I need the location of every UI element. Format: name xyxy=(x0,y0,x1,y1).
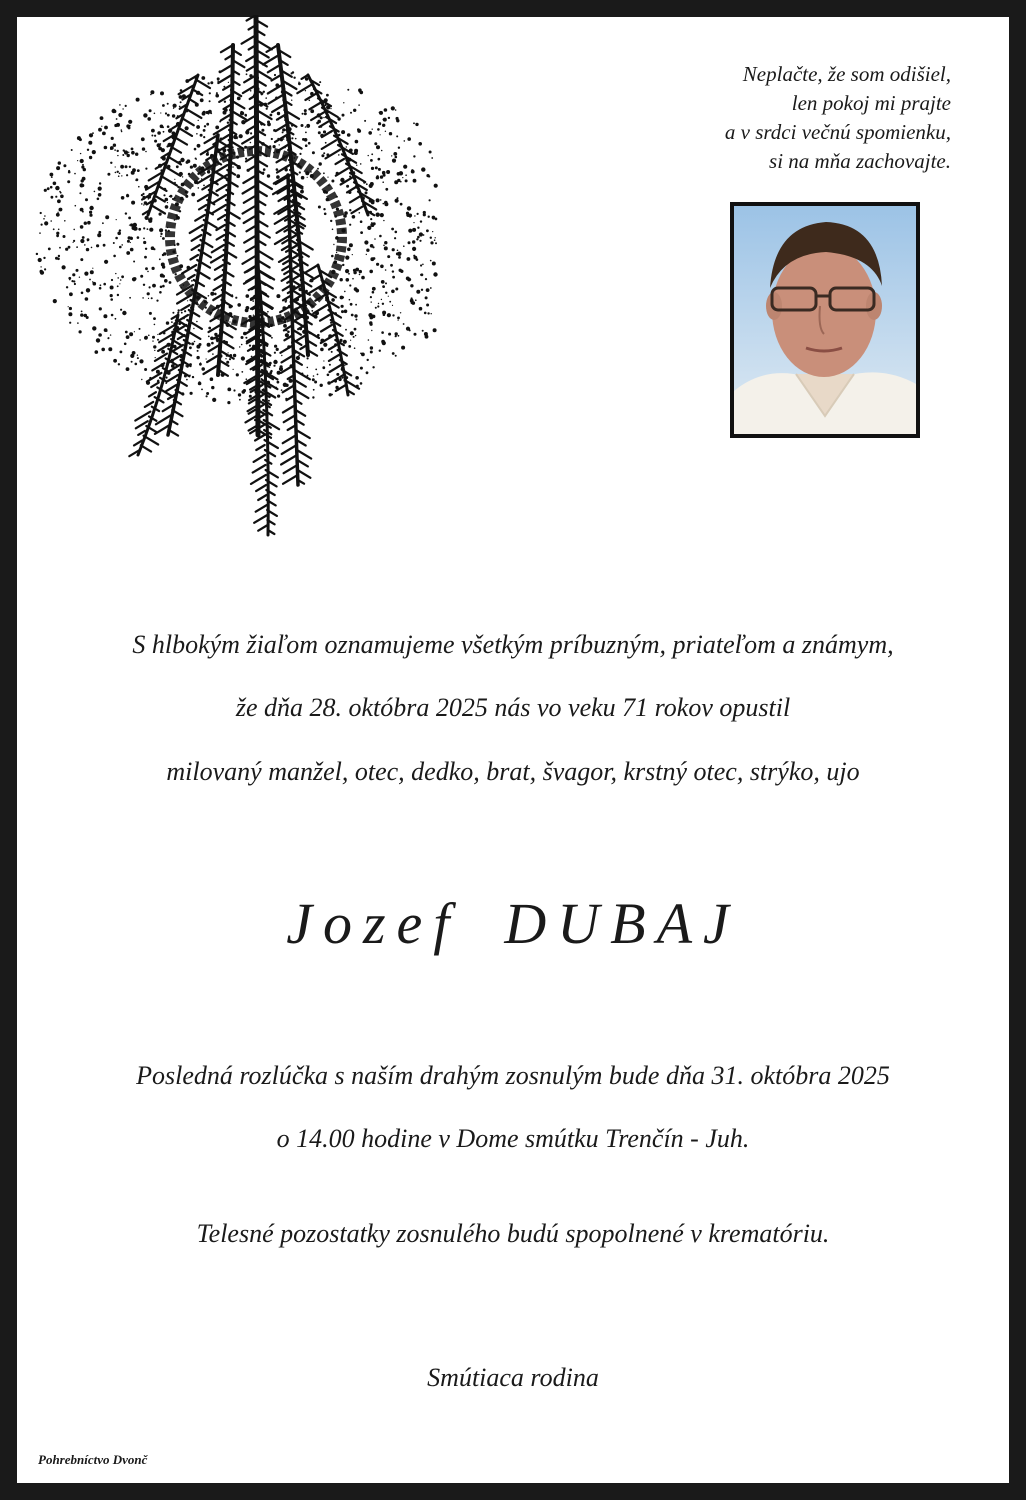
signature: Smútiaca rodina xyxy=(427,1363,599,1392)
portrait-photo xyxy=(730,202,920,438)
funeral-line: Posledná rozlúčka s naším drahým zosnulým bude dňa 31. októbra 2025 xyxy=(136,1061,890,1090)
announcement-line: že dňa 28. októbra 2025 nás vo veku 71 rokov opustil xyxy=(235,693,791,722)
funeral-line: o 14.00 hodine v Dome smútku Trenčín - Juh. xyxy=(276,1124,750,1153)
last-name: DUBAJ xyxy=(504,891,740,956)
deceased-name xyxy=(0,890,1026,957)
portrait-image xyxy=(734,206,916,434)
first-name: Jozef xyxy=(286,891,461,956)
announcement-line: S hlbokým žiaľom oznamujeme všetkým príbuzným, priateľom a známym, xyxy=(132,630,894,659)
cremation-note: Telesné pozostatky zosnulého budú spopolnené v krematóriu. xyxy=(196,1219,830,1248)
poem-line: len pokoj mi prajte xyxy=(791,91,951,115)
memorial-poem xyxy=(591,60,951,176)
poem-line: a v srdci večnú spomienku, xyxy=(724,120,951,144)
funeral-home-name: Pohrebníctvo Dvonč xyxy=(38,1452,148,1467)
poem-line: Neplačte, že som odišiel, xyxy=(742,62,951,86)
spruce-wreath-icon xyxy=(18,15,438,555)
poem-line: si na mňa zachovajte. xyxy=(769,149,951,173)
announcement-line: milovaný manžel, otec, dedko, brat, švagor, krstný otec, strýko, ujo xyxy=(166,757,860,786)
